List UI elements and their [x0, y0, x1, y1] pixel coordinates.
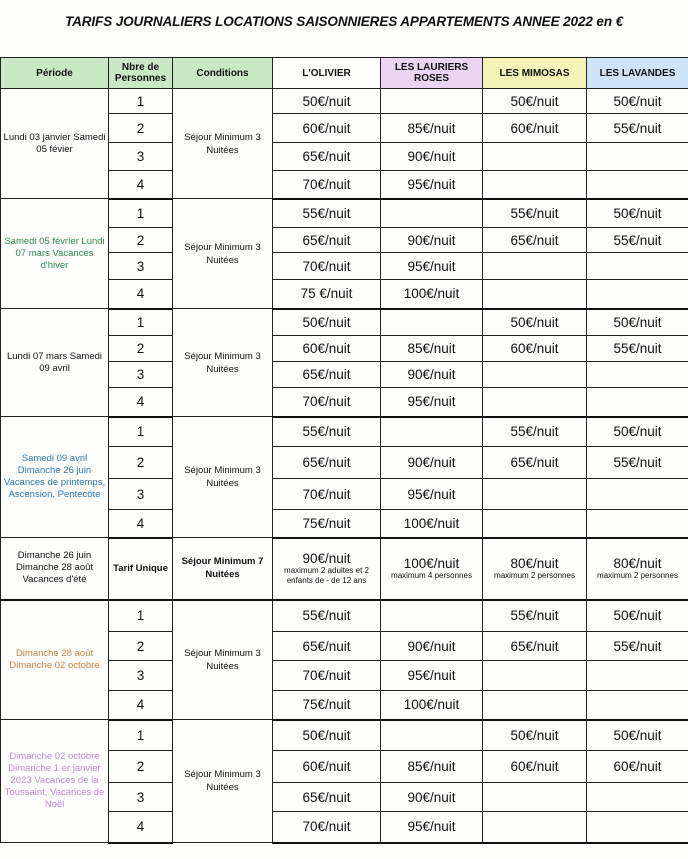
price-mimosas: 65€/nuit — [483, 228, 587, 253]
price-lavandes: 50€/nuit — [587, 720, 688, 751]
price-lauriers — [381, 538, 483, 600]
price-olivier: 55€/nuit — [273, 600, 381, 632]
price-mimosas: 65€/nuit — [483, 447, 587, 479]
persons-cell: 1 — [109, 417, 173, 447]
price-mimosas: 60€/nuit — [483, 114, 587, 143]
price-lauriers — [381, 720, 483, 751]
table-row — [1, 199, 688, 228]
condition-cell: Séjour Minimum 3 Nuitées — [173, 720, 273, 843]
table-row — [1, 309, 688, 336]
period-cell: Dimanche 26 juin Dimanche 28 août Vacances d'été — [1, 538, 109, 600]
price-mimosas: 55€/nuit — [483, 199, 587, 228]
price-mimosas: 60€/nuit — [483, 751, 587, 783]
persons-cell: 2 — [109, 751, 173, 783]
price-value: 100€/nuit — [403, 556, 460, 571]
price-note: maximum 2 adultes et 2 enfants de - de 12 ans — [284, 566, 369, 585]
price-lauriers: 95€/nuit — [381, 812, 483, 843]
table-row — [1, 600, 688, 632]
header-olivier: L'OLIVIER — [273, 58, 381, 89]
tariff-table — [0, 57, 688, 844]
price-value: 80€/nuit — [510, 556, 559, 571]
price-mimosas — [483, 661, 587, 691]
persons-cell: 3 — [109, 479, 173, 510]
price-olivier: 60€/nuit — [273, 336, 381, 362]
persons-cell: 3 — [109, 661, 173, 691]
price-mimosas — [483, 362, 587, 388]
persons-cell: 3 — [109, 362, 173, 388]
price-lavandes — [587, 691, 688, 720]
price-olivier: 60€/nuit — [273, 114, 381, 143]
header-conditions: Conditions — [173, 58, 273, 89]
persons-cell: 3 — [109, 253, 173, 280]
persons-cell: 4 — [109, 691, 173, 720]
persons-cell: 1 — [109, 720, 173, 751]
price-lavandes: 55€/nuit — [587, 336, 688, 362]
persons-cell: 4 — [109, 280, 173, 309]
price-olivier: 65€/nuit — [273, 783, 381, 812]
condition-cell: Séjour Minimum 3 Nuitées — [173, 309, 273, 417]
persons-cell: 2 — [109, 228, 173, 253]
header-personnes: Nbre de Personnes — [109, 58, 173, 89]
price-mimosas: 55€/nuit — [483, 417, 587, 447]
price-lauriers: 90€/nuit — [381, 362, 483, 388]
page-title: TARIFS JOURNALIERS LOCATIONS SAISONNIERES APPARTEMENTS ANNEE 2022 en € — [64, 14, 624, 29]
persons-cell: 2 — [109, 632, 173, 661]
price-lavandes — [587, 171, 688, 199]
price-lauriers: 95€/nuit — [381, 388, 483, 417]
price-olivier: 70€/nuit — [273, 812, 381, 843]
header-periode: Période — [1, 58, 109, 89]
price-lavandes — [587, 812, 688, 843]
price-olivier: 65€/nuit — [273, 447, 381, 479]
condition-cell: Séjour Minimum 3 Nuitées — [173, 417, 273, 538]
price-olivier: 65€/nuit — [273, 362, 381, 388]
price-olivier: 70€/nuit — [273, 253, 381, 280]
persons-cell: 1 — [109, 199, 173, 228]
price-lavandes — [587, 783, 688, 812]
price-mimosas: 60€/nuit — [483, 336, 587, 362]
price-mimosas — [483, 479, 587, 510]
price-mimosas — [483, 388, 587, 417]
period-cell: Dimanche 02 octobre Dimanche 1 er janvier 2023 Vacances de la Toussaint, Vacances de Noël — [1, 720, 109, 843]
price-olivier: 65€/nuit — [273, 228, 381, 253]
price-lauriers: 85€/nuit — [381, 336, 483, 362]
persons-cell: Tarif Unique — [109, 538, 173, 600]
price-mimosas: 50€/nuit — [483, 89, 587, 114]
price-lavandes — [587, 143, 688, 171]
price-lauriers: 90€/nuit — [381, 447, 483, 479]
price-lavandes — [587, 538, 688, 600]
price-lauriers: 100€/nuit — [381, 691, 483, 720]
price-lavandes: 50€/nuit — [587, 89, 688, 114]
price-lavandes: 50€/nuit — [587, 309, 688, 336]
condition-cell: Séjour Minimum 3 Nuitées — [173, 199, 273, 309]
persons-cell: 1 — [109, 600, 173, 632]
table-row — [1, 417, 688, 447]
price-lavandes: 60€/nuit — [587, 751, 688, 783]
price-mimosas — [483, 538, 587, 600]
persons-cell: 2 — [109, 336, 173, 362]
period-cell: Samedi 05 février Lundi 07 mars Vacances d'hiver — [1, 199, 109, 309]
price-lauriers: 90€/nuit — [381, 228, 483, 253]
price-mimosas — [483, 253, 587, 280]
price-lauriers: 90€/nuit — [381, 783, 483, 812]
persons-cell: 2 — [109, 447, 173, 479]
persons-cell: 4 — [109, 171, 173, 199]
price-lauriers: 95€/nuit — [381, 479, 483, 510]
table-row — [1, 89, 688, 114]
table-row — [1, 720, 688, 751]
price-olivier: 55€/nuit — [273, 199, 381, 228]
price-lavandes — [587, 510, 688, 538]
price-olivier: 75 €/nuit — [273, 280, 381, 309]
period-cell: Dimanche 28 août Dimanche 02 octobre — [1, 600, 109, 720]
price-mimosas: 55€/nuit — [483, 600, 587, 632]
price-olivier: 60€/nuit — [273, 751, 381, 783]
condition-cell: Séjour Minimum 7 Nuitées — [173, 538, 273, 600]
price-lavandes — [587, 280, 688, 309]
persons-cell: 2 — [109, 114, 173, 143]
price-lauriers: 90€/nuit — [381, 632, 483, 661]
price-lauriers — [381, 600, 483, 632]
price-mimosas — [483, 783, 587, 812]
price-mimosas — [483, 171, 587, 199]
persons-cell: 3 — [109, 143, 173, 171]
price-mimosas — [483, 143, 587, 171]
price-olivier: 55€/nuit — [273, 417, 381, 447]
persons-cell: 1 — [109, 89, 173, 114]
price-olivier: 70€/nuit — [273, 479, 381, 510]
price-mimosas: 50€/nuit — [483, 309, 587, 336]
price-value: 90€/nuit — [302, 551, 351, 566]
persons-cell: 1 — [109, 309, 173, 336]
price-lavandes: 55€/nuit — [587, 447, 688, 479]
price-lavandes: 55€/nuit — [587, 228, 688, 253]
price-lavandes — [587, 362, 688, 388]
price-olivier: 65€/nuit — [273, 632, 381, 661]
price-value: 80€/nuit — [613, 556, 662, 571]
period-cell: Lundi 07 mars Samedi 09 avril — [1, 309, 109, 417]
price-mimosas — [483, 280, 587, 309]
period-cell: Lundi 03 janvier Samedi 05 févier — [1, 89, 109, 199]
price-note: maximum 2 personnes — [494, 571, 575, 580]
price-lavandes: 50€/nuit — [587, 199, 688, 228]
table-row-summer — [1, 538, 688, 600]
price-note: maximum 4 personnes — [391, 571, 472, 580]
price-olivier — [273, 538, 381, 600]
price-olivier: 75€/nuit — [273, 691, 381, 720]
price-lavandes — [587, 479, 688, 510]
price-lavandes — [587, 388, 688, 417]
price-mimosas: 65€/nuit — [483, 632, 587, 661]
price-lauriers: 95€/nuit — [381, 661, 483, 691]
price-mimosas — [483, 691, 587, 720]
condition-cell: Séjour Minimum 3 Nuitées — [173, 600, 273, 720]
price-olivier: 50€/nuit — [273, 720, 381, 751]
condition-cell: Séjour Minimum 3 Nuitées — [173, 89, 273, 199]
price-olivier: 50€/nuit — [273, 89, 381, 114]
price-lauriers: 90€/nuit — [381, 143, 483, 171]
persons-cell: 4 — [109, 812, 173, 843]
header-lauriers-roses: LES LAURIERS ROSES — [381, 58, 483, 89]
price-note: maximum 2 personnes — [597, 571, 678, 580]
persons-cell: 4 — [109, 388, 173, 417]
price-lavandes: 55€/nuit — [587, 114, 688, 143]
persons-cell: 3 — [109, 783, 173, 812]
price-lauriers: 95€/nuit — [381, 253, 483, 280]
price-lavandes: 50€/nuit — [587, 600, 688, 632]
price-lauriers — [381, 309, 483, 336]
header-lavandes: LES LAVANDES — [587, 58, 688, 89]
price-lauriers: 100€/nuit — [381, 510, 483, 538]
price-olivier: 70€/nuit — [273, 661, 381, 691]
header-mimosas: LES MIMOSAS — [483, 58, 587, 89]
price-olivier: 70€/nuit — [273, 171, 381, 199]
price-lavandes — [587, 661, 688, 691]
price-lavandes: 55€/nuit — [587, 632, 688, 661]
price-olivier: 70€/nuit — [273, 388, 381, 417]
period-cell: Samedi 09 avril Dimanche 26 juin Vacances de printemps, Ascension, Pentecôte — [1, 417, 109, 538]
price-lauriers: 85€/nuit — [381, 114, 483, 143]
price-olivier: 50€/nuit — [273, 309, 381, 336]
price-lavandes: 50€/nuit — [587, 417, 688, 447]
price-lauriers — [381, 89, 483, 114]
price-mimosas: 50€/nuit — [483, 720, 587, 751]
price-olivier: 75€/nuit — [273, 510, 381, 538]
price-olivier: 65€/nuit — [273, 143, 381, 171]
price-lauriers — [381, 199, 483, 228]
table-body — [1, 89, 688, 843]
price-lauriers: 95€/nuit — [381, 171, 483, 199]
price-mimosas — [483, 812, 587, 843]
price-mimosas — [483, 510, 587, 538]
persons-cell: 4 — [109, 510, 173, 538]
price-lauriers: 100€/nuit — [381, 280, 483, 309]
price-lauriers — [381, 417, 483, 447]
price-lavandes — [587, 253, 688, 280]
price-lauriers: 85€/nuit — [381, 751, 483, 783]
